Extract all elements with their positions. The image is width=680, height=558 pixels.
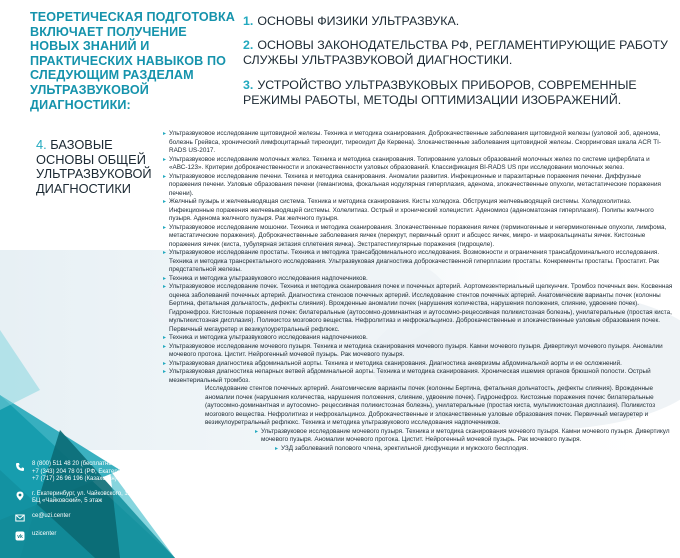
- vk-link[interactable]: uzicenter: [32, 530, 57, 537]
- email-link[interactable]: ce@uzi.center: [32, 512, 71, 519]
- topic-item: ▸ УЗД заболеваний полового члена, эректильной дисфункции и мужского бесплодия.: [275, 445, 673, 454]
- section-number: 1.: [243, 14, 254, 28]
- address-line: БЦ «Чайковский», 5 этаж: [32, 498, 103, 505]
- section-number: 3.: [243, 77, 254, 92]
- topic-item: ▸ Ультразвуковое исследование простаты. Техника и методика трансабдоминального исследования. Возможности и ограничения трансабдоминального исследования. Техника и методика трансректального исследования. Ультразвуковая диагностика доброкачественной гиперплазии простаты. Конкременты простаты. Простатит. Рак предстательной железы.: [163, 249, 673, 275]
- topic-item: ▸ Ультразвуковое исследование мочевого пузыря. Техника и методика сканирования мочевого пузыря. Камни мочевого пузыря. Дивертикул мочевого пузыря. Аномалии мочевого протока. Цистит. Нейрогенный мочевой пузырь. Рак мочевого пузыря.: [163, 343, 673, 360]
- section-item: [243, 38, 673, 68]
- section-title: БАЗОВЫЕ ОСНОВЫ ОБЩЕЙ УЛЬТРАЗВУКОВОЙ ДИАГНОСТИКИ: [36, 137, 152, 196]
- section-title: УСТРОЙСТВО УЛЬТРАЗВУКОВЫХ ПРИБОРОВ, СОВРЕМЕННЫЕ РЕЖИМЫ РАБОТЫ, МЕТОДЫ ОПТИМИЗАЦИИ ИЗОБРАЖЕНИЙ.: [243, 77, 637, 107]
- section-title: ОСНОВЫ ФИЗИКИ УЛЬТРАЗВУКА.: [257, 14, 460, 28]
- topic-item: ▸ Ультразвуковое исследование мочевого пузыря. Техника и методика сканирования мочевого пузыря. Камни мочевого пузыря. Дивертикул мочевого пузыря. Аномалии мочевого протока. Цистит. Нейрогенный мочевой пузырь. Рак мочевого пузыря.: [255, 428, 673, 445]
- email-row: [14, 513, 164, 524]
- topic-item: ▸ Ультразвуковое исследование молочных желез. Техника и методика сканирования. Топирование узловых образований молочных желез по системе циферблата и «АВС-123». Критерии доброкачественности и злокачественности узловых образований. Классификация BI-RADS US при исследовании молочных желез.: [163, 156, 673, 173]
- location-pin-icon: [14, 491, 25, 502]
- section-4-heading: [36, 138, 156, 196]
- vk-icon: [14, 531, 25, 542]
- topic-item: ▸ Желчный пузырь и желчевыводящая система. Техника и методика сканирования. Кисты холедоха. Обструкция желчевыводящей системы. Холедохолитиаз. Инфекционные поражения желчевыводящей системы. Холелитиаз. Острый и хронический холецистит. Аденомиоз (аденоматозная гиперплазия). Полипы желчного пузыря. Аденома желчного пузыря. Рак желчного пузыря.: [163, 198, 673, 224]
- section-item: [243, 14, 673, 29]
- topics-list: [163, 130, 673, 453]
- topic-item: ▸ Ультразвуковое исследование мошонки. Техника и методика сканирования. Злокачественные поражения яичек (герминогенные и негерминогенные опухоли, лимфома, метастатические поражения). Доброкачественные заболевания яичек (перекрут, первичный орхит и абсцесс яичек, микро- и макрокальцинаты яичек. Кистозные поражения яичек (киста, тубулярная эктазия сплетения яичка). Экстратестикулярные поражения (гидроцеле).: [163, 224, 673, 250]
- phone-line[interactable]: +7 (343) 204 78 01 (РФ, Екатеринбург): [32, 468, 139, 475]
- topic-item: ▸ Ультразвуковое исследование почек. Техника и методика сканирования почек и почечных артерий. Аортомезентериальный щелкунчик. Тромбоз почечных вен. Косвенная оценка заболеваний почечных артерий. Диагностика стенозов почечных артерий. Исследование стентов почечных артерий. Анатомические варианты почек (колонны Бертина, фетальная дольчатость, дефекты слияния). Врожденные аномалии почек (нарушения количества, нарушения положения, слияние, удвоение почек). Гидронефроз. Кистозные поражения почек: билатеральные (аутосомно-доминантная и аутосомно-рецессивная поликистозная болезнь), унилатеральные (простая киста, мультикистозная дисплазия). Поликистоз мозгового вещества. Нефролитиаз и нефрокальциноз. Доброкачественные и злокачественные узловые образования почек. Первичный мегауретер и везикулоуретральный рефлюкс.: [163, 283, 673, 334]
- email-icon: [14, 513, 25, 524]
- topic-item: Исследование стентов почечных артерий. Анатомические варианты почек (колонны Бертина, фетальная дольчатость, дефекты слияния). Врожденные аномалии почек (нарушения количества, нарушения положения, слияние, удвоение почек). Гидронефроз. Кистозные поражения почек: билатеральные (аутосомно-доминантная и аутосомно- рецессивная поликистозная болезнь), унилатеральные (простая киста, мультикистозная дисплазия). Поликистоз мозгового вещества. Нефролитиаз и нефрокальциноз. Доброкачественные и злокачественные узловые образования почек. Первичный мегауретер и везикулоуретральный рефлюкс. Техника и методика ультразвукового исследования надпочечников.: [205, 385, 656, 426]
- topic-item: ▸ Ультразвуковая диагностика непарных ветвей абдоминальной аорты. Техника и методика сканирования. Хроническая ишемия органов брюшной полости. Острый мезентериальный тромбоз.: [163, 368, 673, 385]
- contacts-block: [14, 461, 164, 549]
- topic-item: ▸ Ультразвуковое исследование щитовидной железы. Техника и методика сканирования. Доброкачественные заболевания щитовидной железы (узловой зоб, аденома, болезнь Грейвса, хронический лимфоцитарный тиреоидит, тиреоидит Де Кервена). Злокачественные заболевания щитовидной железы. Скорринговая шкала ACR TI-RADS US-2017.: [163, 130, 673, 156]
- topic-item: ▸ Ультразвуковая диагностика абдоминальной аорты. Техника и методика сканирования. Диагностика аневризмы абдоминальной аорты и ее осложнений.: [163, 360, 673, 369]
- phones-row: [14, 461, 164, 484]
- vk-row: [14, 531, 164, 542]
- headline: ТЕОРЕТИЧЕСКАЯ ПОДГОТОВКА ВКЛЮЧАЕТ ПОЛУЧЕНИЕ НОВЫХ ЗНАНИЙ И ПРАКТИЧЕСКИХ НАВЫКОВ ПО СЛЕДУЮЩИМ РАЗДЕЛАМ УЛЬТРАЗВУКОВОЙ ДИАГНОСТИКИ:: [30, 10, 235, 112]
- section-number: 2.: [243, 38, 254, 53]
- section-number: 4.: [36, 137, 47, 152]
- section-title: ОСНОВЫ ЗАКОНОДАТЕЛЬСТВА РФ, РЕГЛАМЕНТИРУЮЩИЕ РАБОТУ СЛУЖБЫ УЛЬТРАЗВУКОВОЙ ДИАГНОСТИКИ.: [243, 38, 668, 68]
- section-item: [243, 78, 673, 108]
- topic-item: ▸ Техника и методика ультразвукового исследования надпочечников.: [163, 275, 673, 284]
- sections-list: [243, 14, 673, 117]
- phone-icon: [14, 461, 25, 472]
- topic-item: ▸ Техника и методика ультразвукового исследования надпочечников.: [163, 334, 673, 343]
- address-row: [14, 491, 164, 506]
- phone-line[interactable]: 8 (800) 511 48 20 (бесплатный вызов по РФ): [32, 461, 155, 467]
- topic-item: ▸ Ультразвуковое исследование печени. Техника и методика сканирования. Аномалии развития. Инфекционные и паразитарные поражения печени. Диффузные поражения печени. Узловые образования печени (гемангиома, фокальная нодулярная гиперплазия, аденома, злокачественные опухоли, метастатические поражения печени).: [163, 173, 673, 199]
- svg-text:vk: vk: [16, 534, 23, 541]
- phone-line[interactable]: +7 (717) 26 96 196 (Казахстан): [32, 476, 117, 483]
- address-line: г. Екатеринбург, ул. Чайковского, 11: [32, 490, 131, 497]
